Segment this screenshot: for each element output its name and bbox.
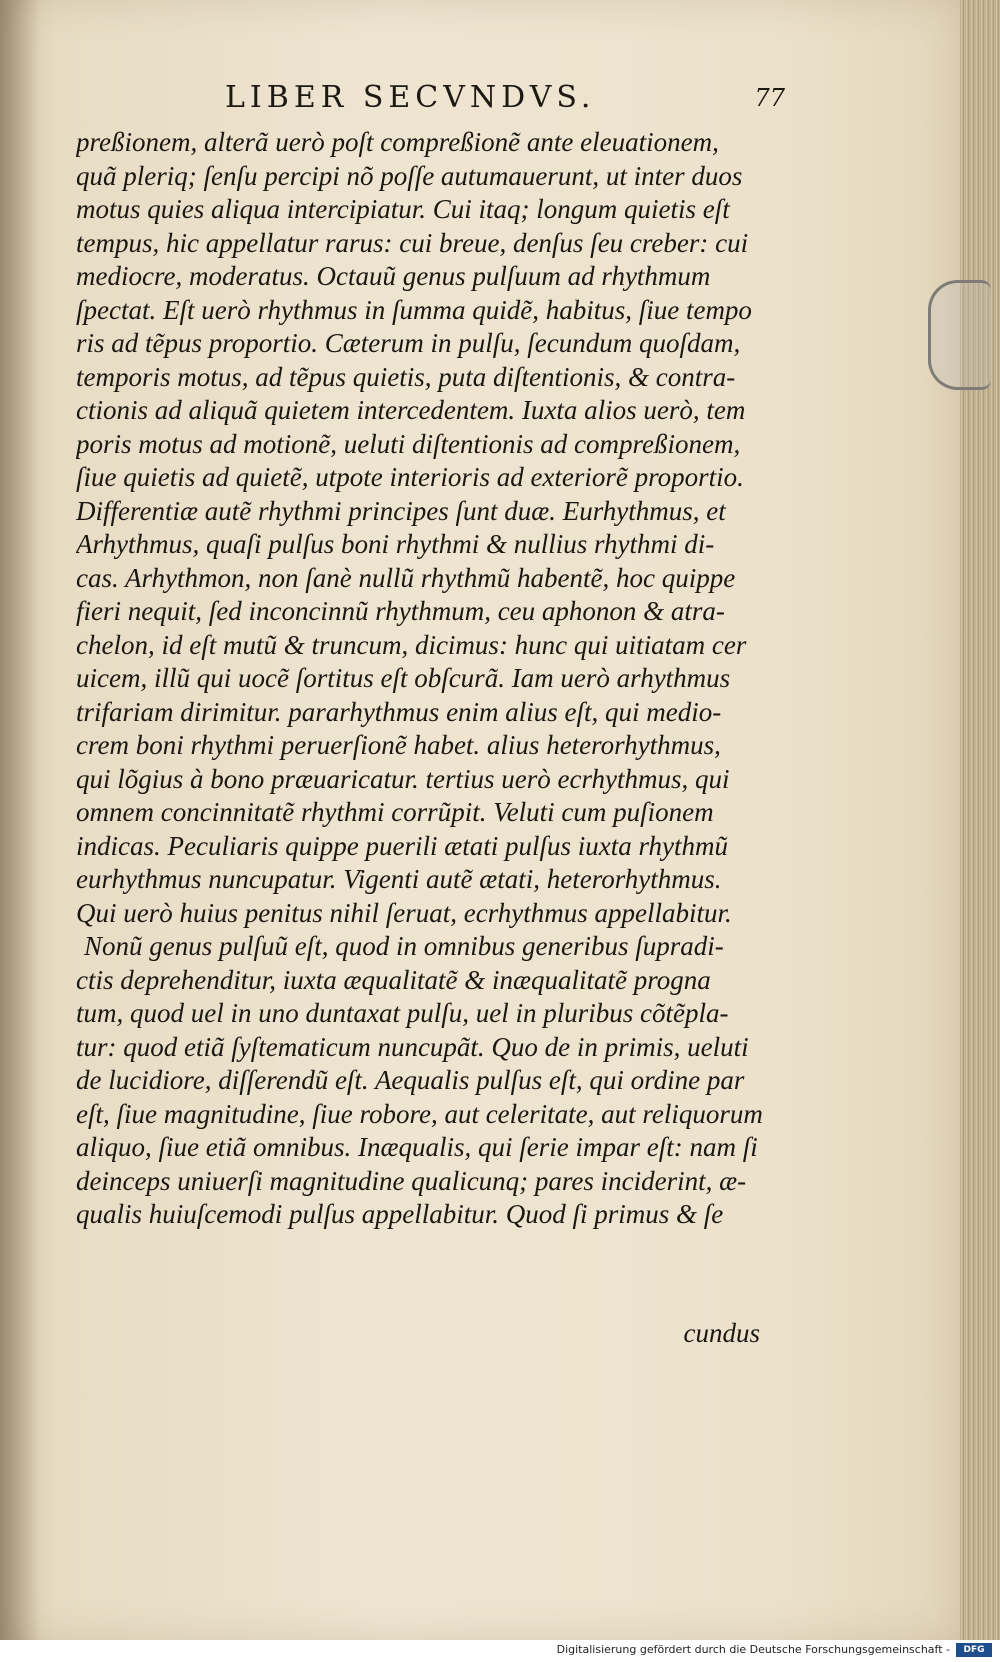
text-line: deinceps uniuerſi magnitudine qualicunq; pares inciderint, æ- <box>76 1165 747 1196</box>
text-line: eurhythmus nuncupatur. Vigenti autẽ ætati, heterorhythmus. <box>76 864 722 894</box>
text-line: aliquo, ſiue etiã omnibus. Inæqualis, qui ſerie impar eſt: nam ſi <box>76 1132 758 1162</box>
text-line: de lucidiore, diſſerendũ eſt. Aequalis pulſus eſt, qui ordine par <box>76 1065 745 1095</box>
text-line: tempus, hic appellatur rarus: cui breue, denſus ſeu creber: cui <box>76 227 749 258</box>
catchword-row <box>580 1318 760 1348</box>
page-number: 77 <box>754 84 785 112</box>
text-line: chelon, id eſt mutũ & truncum, dicimus: hunc qui uitiatam cer <box>76 629 747 660</box>
text-line: tur: quod etiã ſyſtematicum nuncupãt. Quo de in primis, ueluti <box>76 1031 749 1062</box>
funding-credit: Digitalisierung gefördert durch die Deutsche Forschungsgemeinschaft - <box>556 1643 950 1656</box>
text-line: preßionem, alterã uerò poſt compreßionẽ ante eleuationem, <box>76 127 719 157</box>
running-head: LIBER SECVNDVS. <box>225 80 596 115</box>
text-line: ſiue quietis ad quietẽ, utpote interioris ad exteriorẽ proportio. <box>76 462 744 492</box>
text-line: Differentiæ autẽ rhythmi principes ſunt duæ. Eurhythmus, et <box>76 495 726 526</box>
text-line: Qui uerò huius penitus nihil ſeruat, ecrhythmus appellabitur. <box>76 897 732 928</box>
dfg-logo[interactable]: DFG <box>956 1643 992 1657</box>
text-line: omnem concinnitatẽ rhythmi corrũpit. Veluti cum puſionem <box>76 797 714 827</box>
text-line: tum, quod uel in uno duntaxat pulſu, uel in pluribus cõtẽpla- <box>76 998 729 1028</box>
page-header <box>225 80 785 120</box>
catchword: cundus <box>683 1318 760 1348</box>
text-line: eſt, ſiue magnitudine, ſiue robore, aut celeritate, aut reliquorum <box>76 1098 763 1129</box>
text-line: uicem, illũ qui uocẽ ſortitus eſt obſcurã. Iam uerò arhythmus <box>76 663 731 693</box>
text-line: mediocre, moderatus. Octauũ genus pulſuum ad rhythmum <box>76 261 711 291</box>
footer-bar <box>0 1640 1000 1662</box>
text-line: fieri nequit, ſed inconcinnũ rhythmum, ceu aphonon & atra- <box>76 596 725 626</box>
text-line: cas. Arhythmon, non ſanè nullũ rhythmũ habentẽ, hoc quippe <box>76 562 736 593</box>
text-line: indicas. Peculiaris quippe puerili ætati pulſus iuxta rhythmũ <box>76 830 728 861</box>
text-line: qui lõgius à bono præuaricatur. tertius uerò ecrhythmus, qui <box>76 763 730 794</box>
text-line: motus quies aliqua intercipiatur. Cui itaq; longum quietis eſt <box>76 194 730 224</box>
gutter-shadow <box>0 0 40 1640</box>
text-line: ctis deprehenditur, iuxta æqualitatẽ & inæqualitatẽ progna <box>76 964 711 995</box>
text-line: ctionis ad aliquã quietem intercedentem. Iuxta alios uerò, tem <box>76 395 746 425</box>
text-line: ris ad tẽpus proportio. Cæterum in pulſu, ſecundum quoſdam, <box>76 328 741 358</box>
text-line: crem boni rhythmi peruerſionẽ habet. alius heterorhythmus, <box>76 730 721 760</box>
page-clip <box>928 280 991 390</box>
page-fore-edge <box>960 0 1000 1640</box>
text-line: qualis huiuſcemodi pulſus appellabitur. Quod ſi primus & ſe <box>76 1199 724 1229</box>
text-block <box>76 126 766 1232</box>
text-line: ſpectat. Eſt uerò rhythmus in ſumma quidẽ, habitus, ſiue tempo <box>76 294 752 325</box>
text-line: poris motus ad motionẽ, ueluti diſtentionis ad compreßionem, <box>76 428 741 459</box>
text-line: quã pleriq; ſenſu percipi nõ poſſe autumauerunt, ut inter duos <box>76 160 743 191</box>
text-line: Arhythmus, quaſi pulſus boni rhythmi & nullius rhythmi di- <box>76 529 715 559</box>
text-line: Nonũ genus pulſuũ eſt, quod in omnibus generibus ſupradi- <box>84 931 724 961</box>
text-line: trifariam dirimitur. pararhythmus enim alius eſt, qui medio- <box>76 696 722 727</box>
text-line: temporis motus, ad tẽpus quietis, puta diſtentionis, & contra- <box>76 361 736 392</box>
